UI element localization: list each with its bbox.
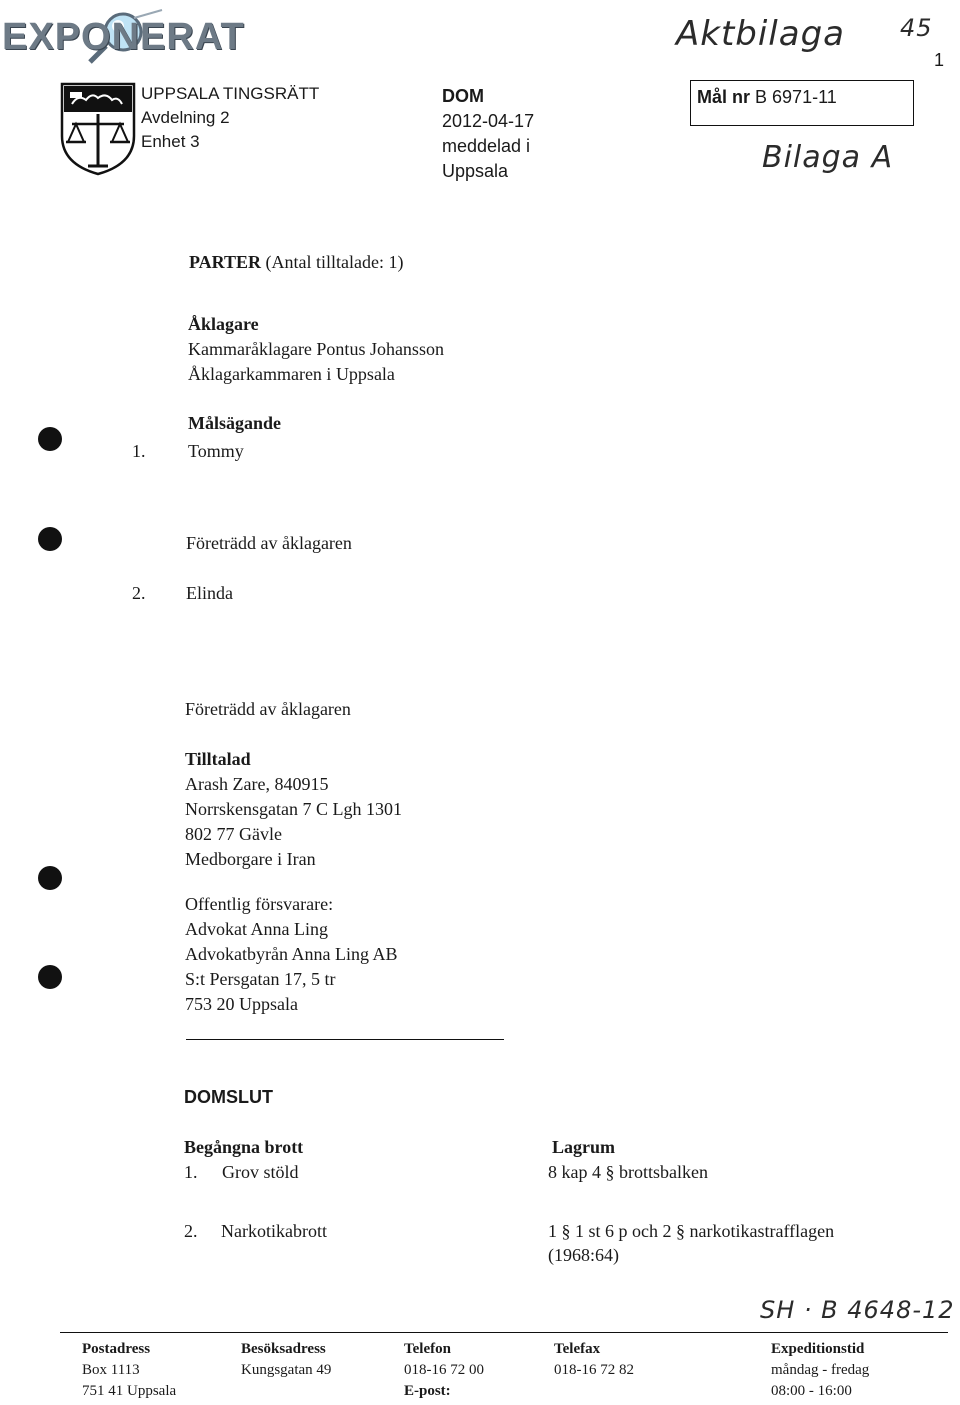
case-number: B 6971-11 [755,87,837,107]
doc-type: DOM [442,86,484,106]
malsagande-2-name: Elinda [186,583,233,603]
crime-1-num: 1. [184,1162,198,1182]
exponerat-watermark [2,6,302,66]
handwritten-bilaga: Bilaga A [762,140,894,175]
lagrum-heading: Lagrum [552,1137,615,1157]
punch-hole-4 [38,965,62,989]
crime-2-name: Narkotikabrott [221,1221,327,1241]
tilltalad-heading: Tilltalad [185,749,251,769]
forsvarare-line3: Advokatbyrån Anna Ling AB [185,944,398,964]
tilltalad-line3: 802 77 Gävle [185,824,282,844]
footer-besoksadress [241,1339,331,1381]
crime-2-law-line2: (1968:64) [548,1245,619,1265]
footer-postadress-line2: 751 41 Uppsala [82,1383,177,1399]
malsagande-1-rep: Företrädd av åklagaren [186,533,352,553]
parter-suffix: (Antal tilltalade: 1) [265,252,404,272]
crime-2-num: 2. [184,1221,198,1241]
crime-2-law-line1: 1 § 1 st 6 p och 2 § narkotikastrafflagen [548,1221,835,1241]
footer-telefax [554,1339,634,1381]
handwritten-aktbilaga-number: 45 [900,14,933,42]
footer-telefon-label: Telefon [404,1341,451,1357]
crime-1-law: 8 kap 4 § brottsbalken [548,1162,708,1182]
place-line2: Uppsala [442,161,509,181]
tilltalad-line1: Arash Zare, 840915 [185,774,329,794]
footer-expeditionstid-label: Expeditionstid [771,1341,865,1357]
forsvarare-line5: 753 20 Uppsala [185,994,298,1014]
case-number-box [690,80,914,126]
forsvarare-line2: Advokat Anna Ling [185,919,328,939]
malsagande-1-num: 1. [132,441,146,461]
domslut-heading: DOMSLUT [184,1087,273,1107]
page-number: 1 [934,50,945,70]
footer-expeditionstid-line1: måndag - fredag [771,1362,870,1378]
crime-1-name: Grov stöld [222,1162,299,1182]
parter-heading [189,250,404,275]
crimes-heading: Begångna brott [184,1137,304,1157]
footer-telefax-line1: 018-16 72 82 [554,1362,634,1378]
malsagande-heading: Målsägande [188,413,282,433]
handwritten-reference: SH · B 4648-12 [760,1296,955,1324]
footer-rule [60,1332,948,1333]
footer-expeditionstid [771,1339,869,1402]
footer-postadress-line1: Box 1113 [82,1362,140,1378]
court-info [141,82,319,154]
footer-expeditionstid-line2: 08:00 - 16:00 [771,1383,852,1399]
aklagare-heading: Åklagare [188,314,259,334]
tilltalad-line2: Norrskensgatan 7 C Lgh 1301 [185,799,402,819]
forsvarare-line1: Offentlig försvarare: [185,894,334,914]
place-line1: meddelad i [442,136,531,156]
aklagare-line2: Åklagarkammaren i Uppsala [188,364,395,384]
footer-email-label: E-post: [404,1383,451,1399]
footer-telefon-line1: 018-16 72 00 [404,1362,484,1378]
footer-postadress [82,1339,176,1402]
court-unit: Enhet 3 [141,132,200,151]
aklagare-line1: Kammaråklagare Pontus Johansson [188,339,444,359]
watermark-text: EXPONERAT [2,16,245,58]
punch-hole-2 [38,527,62,551]
judgment-date: 2012-04-17 [442,111,535,131]
footer-besoksadress-line1: Kungsgatan 49 [241,1362,332,1378]
punch-hole-1 [38,427,62,451]
footer-telefax-label: Telefax [554,1341,601,1357]
malsagande-1-name: Tommy [188,441,244,461]
malsagande-2-num: 2. [132,583,146,603]
footer-telefon [404,1339,484,1402]
tilltalad-line4: Medborgare i Iran [185,849,316,869]
case-label: Mål nr [697,87,751,107]
footer-postadress-label: Postadress [82,1341,151,1357]
section-divider [186,1039,504,1040]
malsagande-2-rep: Företrädd av åklagaren [185,699,351,719]
aklagare-section [188,312,444,387]
forsvarare-line4: S:t Persgatan 17, 5 tr [185,969,336,989]
court-emblem [58,80,138,176]
footer-besoksadress-label: Besöksadress [241,1341,326,1357]
parter-title: PARTER [189,252,262,272]
judgment-meta [442,84,534,184]
tilltalad-section [185,747,402,872]
forsvarare-section [185,892,397,1017]
court-name: UPPSALA TINGSRÄTT [141,84,320,103]
punch-hole-3 [38,866,62,890]
court-division: Avdelning 2 [141,108,230,127]
handwritten-aktbilaga: Aktbilaga [676,14,846,54]
